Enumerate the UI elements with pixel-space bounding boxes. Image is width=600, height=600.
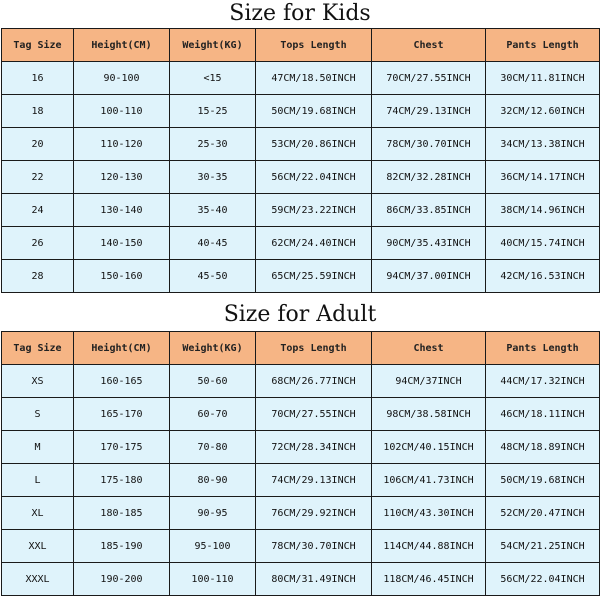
cell-chest: 78CM/30.70INCH — [372, 128, 486, 161]
cell-pants-length: 30CM/11.81INCH — [486, 62, 600, 95]
cell-pants-length: 54CM/21.25INCH — [486, 530, 600, 563]
table-row — [2, 464, 600, 497]
cell-chest: 70CM/27.55INCH — [372, 62, 486, 95]
table-row — [2, 260, 600, 293]
cell-tag-size: XS — [2, 365, 74, 398]
cell-height: 90-100 — [74, 62, 170, 95]
table-row — [2, 227, 600, 260]
adult-table-header — [2, 332, 600, 365]
cell-tops-length: 70CM/27.55INCH — [256, 398, 372, 431]
cell-height: 185-190 — [74, 530, 170, 563]
cell-tag-size: 26 — [2, 227, 74, 260]
cell-pants-length: 38CM/14.96INCH — [486, 194, 600, 227]
cell-chest: 90CM/35.43INCH — [372, 227, 486, 260]
cell-pants-length: 36CM/14.17INCH — [486, 161, 600, 194]
cell-tops-length: 68CM/26.77INCH — [256, 365, 372, 398]
cell-weight: <15 — [170, 62, 256, 95]
cell-height: 180-185 — [74, 497, 170, 530]
cell-weight: 60-70 — [170, 398, 256, 431]
cell-chest: 106CM/41.73INCH — [372, 464, 486, 497]
cell-tag-size: XL — [2, 497, 74, 530]
cell-weight: 50-60 — [170, 365, 256, 398]
cell-chest: 110CM/43.30INCH — [372, 497, 486, 530]
table-row — [2, 365, 600, 398]
cell-tops-length: 47CM/18.50INCH — [256, 62, 372, 95]
adult-table-body — [2, 365, 600, 596]
cell-chest: 82CM/32.28INCH — [372, 161, 486, 194]
cell-tops-length: 65CM/25.59INCH — [256, 260, 372, 293]
header-pants-length: Pants Length — [486, 29, 600, 62]
cell-height: 165-170 — [74, 398, 170, 431]
cell-tag-size: S — [2, 398, 74, 431]
cell-tops-length: 62CM/24.40INCH — [256, 227, 372, 260]
table-row — [2, 128, 600, 161]
kids-size-title: Size for Kids — [229, 1, 371, 26]
cell-tops-length: 59CM/23.22INCH — [256, 194, 372, 227]
cell-tag-size: 28 — [2, 260, 74, 293]
header-row — [2, 332, 600, 365]
header-chest: Chest — [372, 332, 486, 365]
header-chest: Chest — [372, 29, 486, 62]
kids-table-body — [2, 62, 600, 293]
cell-height: 110-120 — [74, 128, 170, 161]
cell-pants-length: 56CM/22.04INCH — [486, 563, 600, 596]
cell-height: 160-165 — [74, 365, 170, 398]
adult-size-title: Size for Adult — [223, 302, 377, 327]
table-row — [2, 161, 600, 194]
cell-weight: 30-35 — [170, 161, 256, 194]
cell-tops-length: 74CM/29.13INCH — [256, 464, 372, 497]
cell-tops-length: 76CM/29.92INCH — [256, 497, 372, 530]
cell-height: 100-110 — [74, 95, 170, 128]
cell-tops-length: 53CM/20.86INCH — [256, 128, 372, 161]
cell-tag-size: L — [2, 464, 74, 497]
header-weight: Weight(KG) — [170, 29, 256, 62]
cell-chest: 86CM/33.85INCH — [372, 194, 486, 227]
cell-tops-length: 56CM/22.04INCH — [256, 161, 372, 194]
table-row — [2, 431, 600, 464]
cell-chest: 114CM/44.88INCH — [372, 530, 486, 563]
adult-size-table — [1, 331, 600, 596]
cell-tag-size: 16 — [2, 62, 74, 95]
header-tag-size: Tag Size — [2, 332, 74, 365]
header-tops-length: Tops Length — [256, 332, 372, 365]
kids-table-header — [2, 29, 600, 62]
table-row — [2, 95, 600, 128]
cell-chest: 74CM/29.13INCH — [372, 95, 486, 128]
cell-tops-length: 78CM/30.70INCH — [256, 530, 372, 563]
cell-pants-length: 52CM/20.47INCH — [486, 497, 600, 530]
cell-pants-length: 40CM/15.74INCH — [486, 227, 600, 260]
cell-tops-length: 50CM/19.68INCH — [256, 95, 372, 128]
cell-tag-size: XXXL — [2, 563, 74, 596]
kids-size-table — [1, 28, 600, 293]
cell-chest: 98CM/38.58INCH — [372, 398, 486, 431]
table-row — [2, 563, 600, 596]
cell-tag-size: 20 — [2, 128, 74, 161]
cell-weight: 100-110 — [170, 563, 256, 596]
cell-chest: 118CM/46.45INCH — [372, 563, 486, 596]
table-row — [2, 530, 600, 563]
cell-height: 150-160 — [74, 260, 170, 293]
cell-pants-length: 44CM/17.32INCH — [486, 365, 600, 398]
cell-weight: 80-90 — [170, 464, 256, 497]
cell-weight: 70-80 — [170, 431, 256, 464]
cell-weight: 40-45 — [170, 227, 256, 260]
cell-tag-size: 22 — [2, 161, 74, 194]
cell-pants-length: 42CM/16.53INCH — [486, 260, 600, 293]
cell-tops-length: 80CM/31.49INCH — [256, 563, 372, 596]
cell-pants-length: 48CM/18.89INCH — [486, 431, 600, 464]
cell-height: 120-130 — [74, 161, 170, 194]
header-pants-length: Pants Length — [486, 332, 600, 365]
cell-height: 170-175 — [74, 431, 170, 464]
cell-tag-size: XXL — [2, 530, 74, 563]
cell-height: 175-180 — [74, 464, 170, 497]
cell-weight: 45-50 — [170, 260, 256, 293]
table-row — [2, 398, 600, 431]
table-row — [2, 497, 600, 530]
header-height: Height(CM) — [74, 332, 170, 365]
cell-weight: 25-30 — [170, 128, 256, 161]
header-height: Height(CM) — [74, 29, 170, 62]
cell-weight: 35-40 — [170, 194, 256, 227]
table-row — [2, 194, 600, 227]
header-tag-size: Tag Size — [2, 29, 74, 62]
cell-chest: 94CM/37.00INCH — [372, 260, 486, 293]
cell-pants-length: 34CM/13.38INCH — [486, 128, 600, 161]
cell-chest: 102CM/40.15INCH — [372, 431, 486, 464]
cell-pants-length: 46CM/18.11INCH — [486, 398, 600, 431]
cell-chest: 94CM/37INCH — [372, 365, 486, 398]
cell-tag-size: M — [2, 431, 74, 464]
header-row — [2, 29, 600, 62]
cell-tag-size: 18 — [2, 95, 74, 128]
cell-weight: 15-25 — [170, 95, 256, 128]
cell-pants-length: 32CM/12.60INCH — [486, 95, 600, 128]
cell-height: 190-200 — [74, 563, 170, 596]
header-weight: Weight(KG) — [170, 332, 256, 365]
cell-tops-length: 72CM/28.34INCH — [256, 431, 372, 464]
cell-weight: 95-100 — [170, 530, 256, 563]
cell-height: 140-150 — [74, 227, 170, 260]
cell-pants-length: 50CM/19.68INCH — [486, 464, 600, 497]
cell-height: 130-140 — [74, 194, 170, 227]
table-row — [2, 62, 600, 95]
header-tops-length: Tops Length — [256, 29, 372, 62]
cell-tag-size: 24 — [2, 194, 74, 227]
cell-weight: 90-95 — [170, 497, 256, 530]
